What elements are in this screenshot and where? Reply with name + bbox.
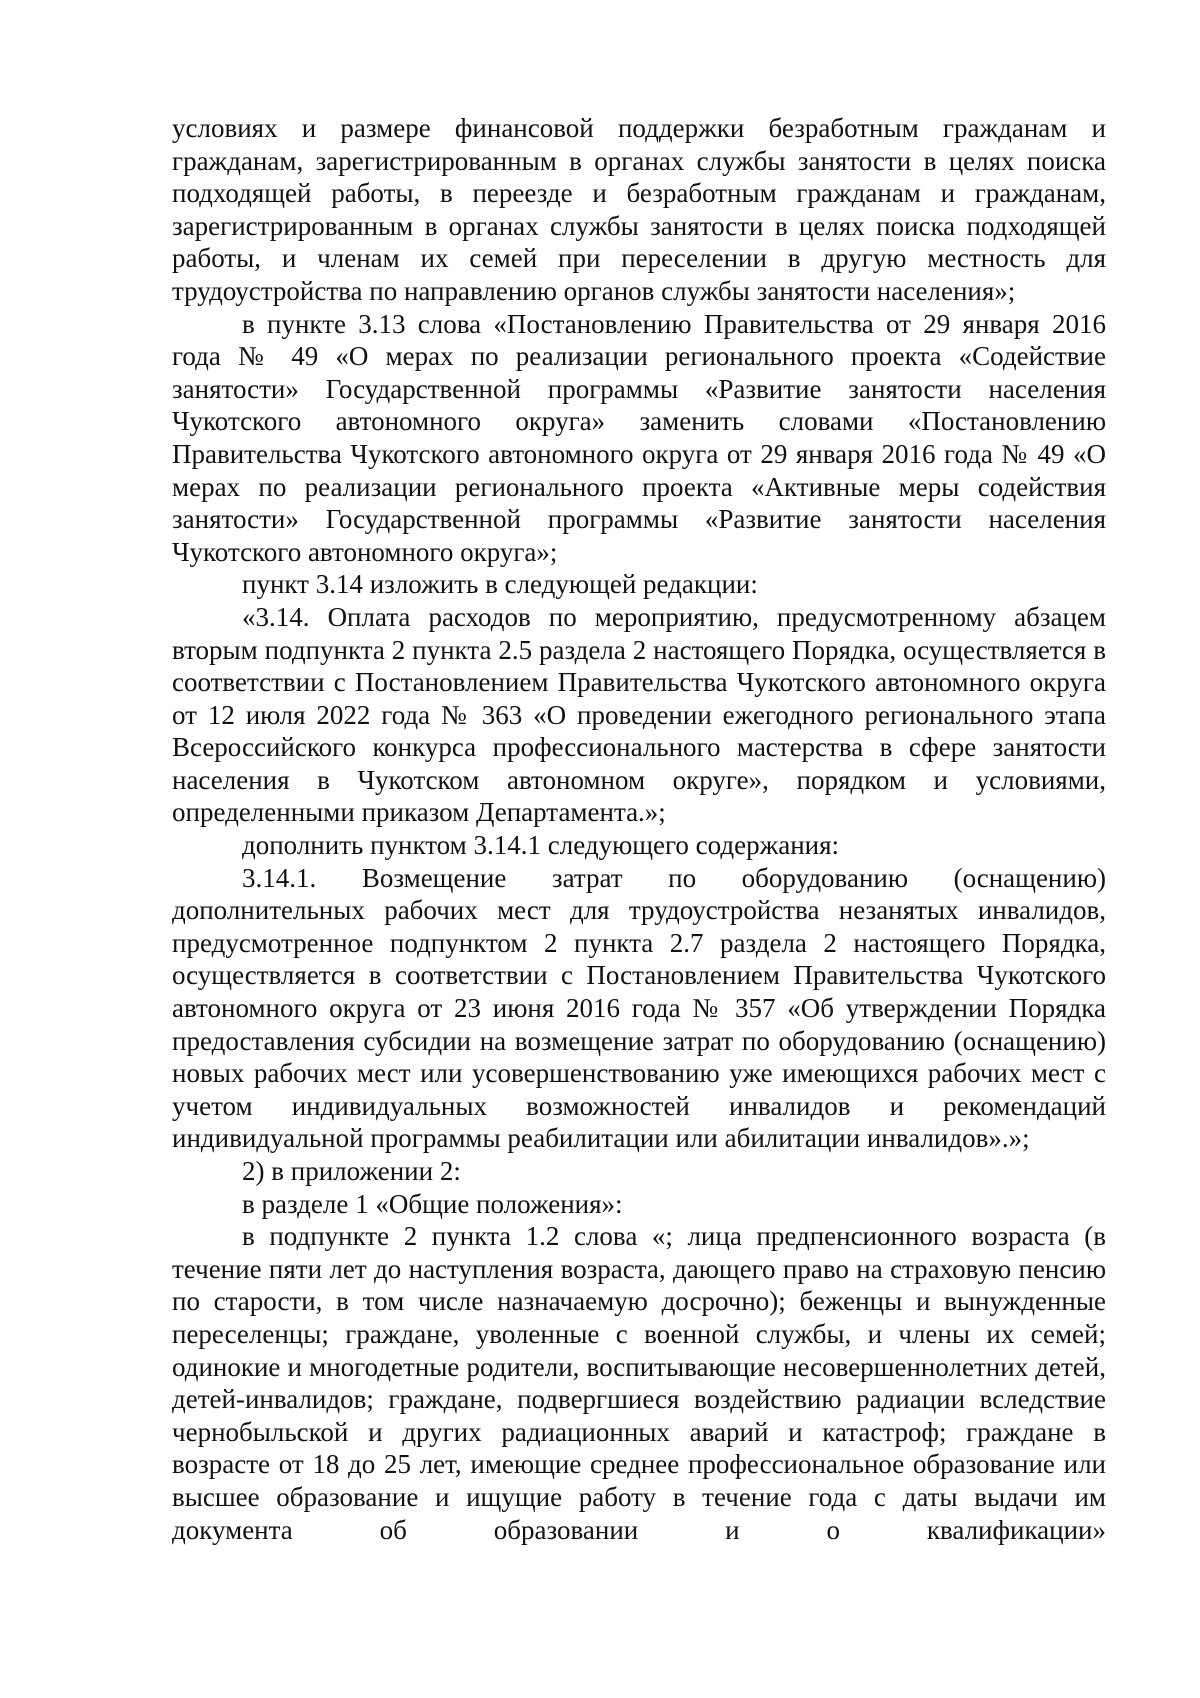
- paragraph-item-3-13: в пункте 3.13 слова «Постановлению Правительства от 29 января 2016 года № 49 «О мерах по реализации регионального проекта «Содействие занятости» Государственной программы «Развитие занятости населения Чукотского автономного округа» заменить словами «Постановлению Правительства Чукотского автономного округа от 29 января 2016 года № 49 «О мерах по реализации регионального проекта «Активные меры содействия занятости» Государственной программы «Развитие занятости населения Чукотского автономного округа»;: [172, 308, 1106, 567]
- paragraph-item-3-14-1-intro: дополнить пунктом 3.14.1 следующего содержания:: [242, 830, 840, 861]
- paragraph-subitem-2-item-1-2: в подпункте 2 пункта 1.2 слова «; лица предпенсионного возраста (в течение пяти лет до наступления возраста, дающего право на страховую пенсию по старости, в том числе назначаемую досрочно); беженцы и вынужденные переселенцы; граждане, уволенные с военной службы, и члены их семей; одинокие и многодетные родители, воспитывающие несовершеннолетних детей, детей-инвалидов; граждане, подвергшиеся воздействию радиации вследствие чернобыльской и других радиационных аварий и катастроф; граждане в возрасте от 18 до 25 лет, имеющие среднее профессиональное образование или высшее образование и ищущие работу в течение года с даты выдачи им документа об образовании и о квалификации»: [172, 1221, 1106, 1545]
- paragraph-item-3-14-intro: пункт 3.14 изложить в следующей редакции:: [242, 569, 758, 600]
- paragraph-section-1-general: в разделе 1 «Общие положения»:: [242, 1188, 623, 1219]
- paragraph-item-3-14-text: «3.14. Оплата расходов по мероприятию, предусмотренному абзацем вторым подпункта 2 пункта 2.5 раздела 2 настоящего Порядка, осуществляется в соответствии с Постановлением Правительства Чукотского автономного округа от 12 июля 2022 года № 363 «О проведении ежегодного регионального этапа Всероссийского конкурса профессионального мастерства в сфере занятости населения в Чукотском автономном округе», порядком и условиями, определенными приказом Департамента.»;: [172, 601, 1106, 828]
- paragraph-item-3-14-1-text: 3.14.1. Возмещение затрат по оборудованию (оснащению) дополнительных рабочих мест для трудоустройства незанятых инвалидов, предусмотренное подпунктом 2 пункта 2.7 раздела 2 настоящего Порядка, осуществляется в соответствии с Постановлением Правительства Чукотского автономного округа от 23 июня 2016 года № 357 «Об утверждении Порядка предоставления субсидии на возмещение затрат по оборудованию (оснащению) новых рабочих мест или усовершенствованию уже имеющихся рабочих мест с учетом индивидуальных возможностей инвалидов и рекомендаций индивидуальной программы реабилитации или абилитации инвалидов».»;: [172, 862, 1106, 1154]
- paragraph-continuation: условиях и размере финансовой поддержки безработным гражданам и гражданам, зарегистрированным в органах службы занятости в целях поиска подходящей работы, в переезде и безработным гражданам и гражданам, зарегистрированным в органах службы занятости в целях поиска подходящей работы, и членам их семей при переселении в другую местность для трудоустройства по направлению органов службы занятости населения»;: [172, 113, 1106, 306]
- paragraph-appendix-2: 2) в приложении 2:: [242, 1156, 461, 1186]
